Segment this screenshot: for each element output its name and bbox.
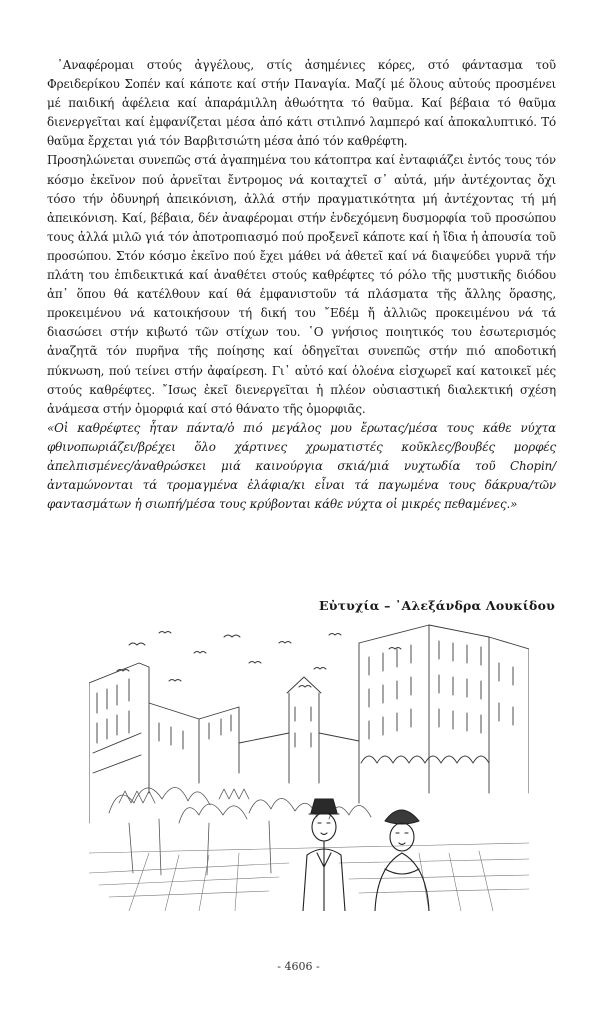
birds <box>117 632 401 688</box>
page-number: - 4606 - <box>277 960 320 973</box>
central-building <box>239 677 359 783</box>
article-text <box>47 56 556 514</box>
right-building <box>359 625 529 803</box>
poem-quote: «Οἱ καθρέφτες ἦταν πάντα/ὁ πιό μεγάλος μου ἔρωτας/μέσα τους κάθε νύχτα φθινοπωριάζει/βρέχει ὅλο χάρτινες χρωματιστές κοῦκλες/βουβές μορφές ἀπελπισμένες/ἀναθρώσκει μιά καινούργια σκιά/μιά νυχτωδία τοῦ Chopin/ ἀνταμώνονται τά τρομαγμένα ἐλάφια/κι εἶναι τά παγωμένα τους δάκρυα/τῶν φαντασμάτων ἡ σιωπή/μέσα τους κρύβονται κάθε νύχτα οἱ μικρές πεθαμένες.» <box>47 420 556 512</box>
paragraph-2: Προσηλώνεται συνεπῶς στά ἀγαπημένα του κάτοπτρα καί ἐνταφιάζει ἐντός τους τόν κόσμο ἐκεῖνον πού ἀρνεῖται ἔντρομος νά κοιταχτεῖ σ᾿ αὐτά, μήν ἀντέχοντας ὄχι τόσο τήν ὀδυνηρή ἀπεικόνιση, ἀλλά στήν πραγματικότητα μή ἀντέχοντας τή μή ἀπεικόνιση. Καί, βέβαια, δέν ἀναφέρομαι στήν ἐνδεχόμενη δυσμορφία τοῦ προσώπου τους ἀλλά μιλῶ γιά τόν ἀποτροπιασμό πού προξενεῖ κάποτε καί ἡ ἴδια ἡ ἀπουσία τοῦ προσώπου. Στόν κόσμο ἐκεῖνο πού ἔχει μάθει νά ἀθετεῖ καί νά διαψεύδει γυρνᾶ τήν πλάτη του ἐπιδεικτικά καί ἀναθέτει στούς καθρέφτες τό ρόλο τῆς μυστικῆς διόδου ἀπ᾿ ὅπου θά κατέλθουν καί θά ἐμφανιστοῦν τά πλάσματα τῆς ἄλλης ὅρασης, προκειμένου νά κατοικήσουν τή δική του ῎Εδέμ ἤ ἀλλιῶς προκειμένου νά τά διασώσει στήν κιβωτό τῶν στίχων του. ῾Ο γνήσιος ποιητικός του ἐσωτερισμός ἀναζητᾶ τόν πυρῆνα τῆς ποίησης καί ὁδηγεῖται συνεπῶς στήν πιό αποδοτική πύκνωση, πού τείνει στήν ἀφαίρεση. Γι᾿ αὐτό καί ὁλοένα εἰσχωρεῖ καί κατοικεῖ μές στούς καθρέφτες. ῎Ισως ἐκεῖ διενεργεῖται ἡ πλέον οὐσιαστική διαλεκτική σχέση ἀνάμεσα στήν ὀμορφιά καί στό θάνατο τῆς ὀμορφιᾶς. <box>47 153 556 416</box>
figures <box>303 799 429 911</box>
left-buildings <box>89 663 239 823</box>
paragraph-1: ᾿Αναφέρομαι στούς ἀγγέλους, στίς ἀσημένιες κόρες, στό φάντασμα τοῦ Φρειδερίκου Σοπέν καί κάποτε καί στήν Παναγία. Μαζί μέ ὅλους αὐτούς προσμένει μέ παιδική ἀφέλεια καί ἀπαράμιλλη ἀθωότητα τό θαῦμα. Καί βέβαια τό θαῦμα διενεργεῖται καί ἐμφανίζεται μέσα ἀπό κάτι στιλπνό λαμπερό καί ἀποκαλυπτικό. Τό θαῦμα ἔρχεται γιά τόν Βαρβιτσιώτη μέσα ἀπό τόν καθρέφτη. <box>47 58 556 149</box>
author-signature: Εὐτυχία – ᾿Αλεξάνδρα Λουκίδου <box>318 598 555 613</box>
pencil-sketch-illustration <box>89 623 529 911</box>
